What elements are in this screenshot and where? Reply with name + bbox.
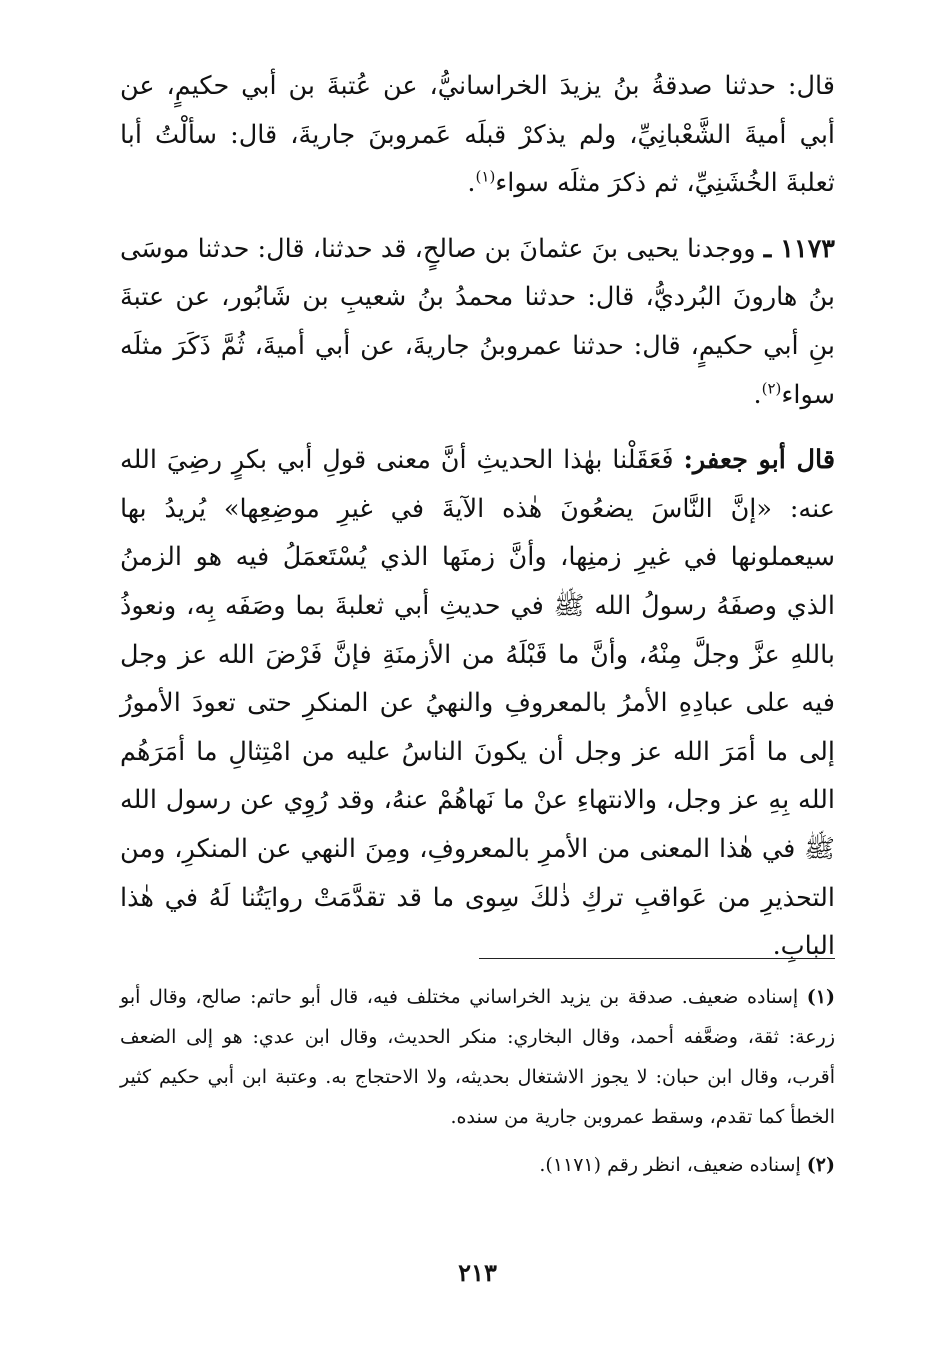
paragraph-2-end: . (753, 379, 762, 410)
footnote-2-number: (٢) (806, 1154, 835, 1176)
paragraph-1-end: . (467, 168, 476, 199)
paragraph-1 (120, 62, 835, 208)
commentary-lead: قال أبو جعفر: (683, 445, 836, 476)
book-page (120, 62, 835, 1352)
hadith-number: ١١٧٣ ـ (763, 233, 835, 264)
paragraph-3-text: فَعَقَلْنا بهٰذا الحديثِ أنَّ معنى قولِ أبي بكرٍ رضِيَ الله عنه: «إنَّ النَّاسَ يضعُونَ هٰذه الآيةَ في غيرِ موضِعِها» يُريدُ بها سيعملونها في غيرِ زمنِها، وأنَّ زمنَها الذي يُسْتَعمَلُ فيه هو الزمنُ الذي وصفَهُ رسولُ الله ﷺ في حديثِ أبي ثعلبةَ بما وصَفَه بِه، ونعوذُ باللهِ عزَّ وجلَّ مِنْهُ، وأنَّ ما قَبْلَهُ من الأزمنَةِ فإنَّ فَرْضَ الله عز وجل فيه على عبادِهِ الأمرُ بالمعروفِ والنهيُ عن المنكرِ حتى تعودَ الأمورُ إلى ما أمَرَ الله عز وجل أن يكونَ الناسُ عليه من امْتِثالِ ما أمَرَهُم الله بِهِ عز وجل، والانتهاءِ عنْ ما نَهاهُمْ عنهُ، وقد رُوِي عن رسول الله ﷺ في هٰذا المعنى من الأمرِ بالمعروفِ، ومِنَ النهي عن المنكرِ، ومن التحذيرِ من عَواقبِ تركِ ذٰلكَ سِوى ما قد تقدَّمَتْ روايَتُنا لَهُ في هٰذا البابِ. (120, 445, 835, 962)
footnote-2 (120, 1145, 835, 1185)
paragraph-3 (120, 436, 835, 971)
footnote-ref-2: (٢) (761, 379, 782, 398)
paragraph-2 (120, 225, 835, 419)
footnote-1-number: (١) (806, 986, 835, 1008)
footnote-2-text: إسناده ضعيف، انظر رقم (١١٧١). (539, 1154, 801, 1176)
footnotes (120, 977, 835, 1185)
page-number: ٢١٣ (458, 1258, 497, 1287)
footnote-1 (120, 977, 835, 1137)
footnote-divider (479, 958, 835, 959)
footnote-1-text: إسناده ضعيف. صدقة بن يزيد الخراساني مختلف فيه، قال أبو حاتم: صالح، وقال أبو زرعة: ثقة، وضعَّفه أحمد، وقال البخاري: منكر الحديث، وقال ابن عدي: هو إلى الضعف أقرب، وقال ابن حبان: لا يجوز الاشتغال بحديثه، ولا الاحتجاج به. وعتبة ابن أبي حكيم كثير الخطأ كما تقدم، وسقط عمروبن جارية من سنده. (120, 986, 835, 1128)
footnote-ref-1: (١) (475, 167, 496, 186)
paragraph-1-text: قال: حدثنا صدقةُ بنُ يزيدَ الخراسانيُّ، عن عُتبةَ بن أبي حكيمٍ، عن أبي أميةَ الشَّعْبانِيِّ، ولم يذكرْ قبلَه عَمروبنَ جاريةَ، قال: سألْتُ أبا ثعلبةَ الخُشَنِيِّ، ثم ذكرَ مثلَه سواء (120, 71, 835, 199)
paragraph-2-text: ووجدنا يحيى بنَ عثمانَ بن صالحٍ، قد حدثنا، قال: حدثنا موسَى بنُ هارونَ البُرديُّ، قال: حدثنا محمدُ بنُ شعيبِ بن شَابُور، عن عتبةَ بنِ أبي حكيمٍ، قال: حدثنا عمروبنُ جاريةَ، عن أبي أميةَ، ثُمَّ ذَكَرَ مثلَه سواء (120, 233, 835, 410)
